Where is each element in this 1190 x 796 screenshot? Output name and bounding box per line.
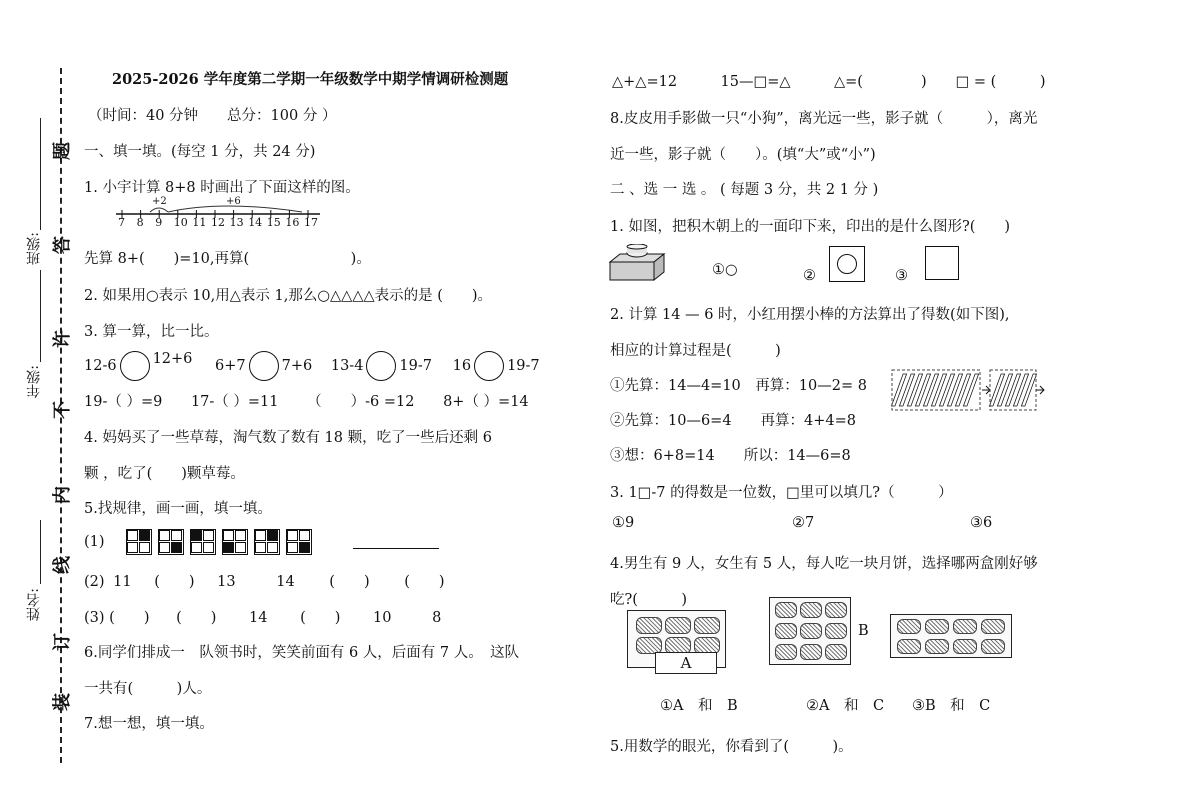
question-1-answer: 先算 8+( )=10,再算( )。	[84, 251, 371, 267]
section-2-title: 二 、选 一 选 。 ( 每题 3 分，共 2 1 分 )	[610, 182, 879, 198]
number-line-tick-label: 7	[118, 216, 125, 229]
pattern-label-1: (1)	[84, 534, 105, 550]
choice-4-line-2: 吃?( )	[610, 592, 688, 608]
question-2: 2. 如果用○表示 10,用△表示 1,那么○△△△△表示的是 ( )。	[84, 288, 493, 304]
mooncake	[800, 644, 822, 660]
mooncake	[953, 619, 977, 634]
compare-row-1	[84, 351, 540, 381]
choice-2-option-2[interactable]: ②先算：10—6=4 再算：4+4=8	[610, 413, 857, 429]
mooncake	[981, 639, 1005, 654]
seq3-label: (3)	[84, 610, 105, 626]
question-4-line-2: 颗 ，吃了( )颗草莓。	[84, 466, 245, 482]
seal-char-3: 许	[52, 330, 73, 348]
fill-item-3: （ ）-6 =12	[307, 394, 415, 410]
grade-field[interactable]	[40, 270, 41, 362]
fill-item-4: 8+（ ）=14	[443, 394, 529, 410]
compare-d-right: 19-7	[507, 358, 540, 374]
grade-label: 年级:	[26, 365, 42, 398]
compare-c-right: 19-7	[399, 358, 432, 374]
choice-3-option-3[interactable]: ③6	[970, 515, 993, 531]
seq2-label: (2)	[84, 574, 105, 590]
question-7: 7.想一想，填一填。	[84, 716, 214, 732]
mooncake	[825, 644, 847, 660]
number-line-tick-label: 12	[211, 216, 225, 229]
pattern-square	[286, 529, 312, 555]
mooncake	[636, 617, 662, 634]
choice-2-option-1[interactable]: ①先算：14—4=10 再算：10—2= 8	[610, 378, 867, 394]
question-1: 1. 小宇计算 8+8 时画出了下面这样的图。	[84, 180, 360, 196]
arc-label-plus-2: +2	[152, 196, 167, 207]
fill-item-2: 17-（ ）=11	[190, 394, 279, 410]
class-label: 班级:	[26, 232, 42, 265]
question-6-line-2: 一共有( )人。	[84, 681, 212, 697]
question-4-line-1: 4. 妈妈买了一些草莓，淘气数了数有 18 颗，吃了一些后还剩 6	[84, 430, 492, 446]
number-line-tick-label: 13	[229, 216, 244, 229]
choice-2-line-2: 相应的计算过程是( )	[610, 343, 781, 359]
choice-3-option-1[interactable]: ①9	[612, 515, 635, 531]
mooncake	[897, 639, 921, 654]
pattern-square	[126, 529, 152, 555]
choice-1-option-3[interactable]: ③	[895, 268, 908, 284]
choice-5: 5.用数学的眼光，你看到了( )。	[610, 739, 853, 755]
sequence-row-3	[84, 606, 441, 627]
pattern-square	[254, 529, 280, 555]
pattern-square	[158, 529, 184, 555]
number-line-tick-label: 9	[155, 216, 163, 229]
sticks-figure	[886, 366, 1046, 416]
compare-circle-c[interactable]	[366, 351, 396, 381]
name-label: 姓名:	[26, 588, 42, 621]
pattern-answer-blank[interactable]	[353, 548, 439, 549]
mooncake-box-b	[769, 597, 851, 665]
question-8-line-2: 近一些，影子就（ ）。(填“大”或“小”)	[610, 147, 876, 163]
seal-char-1: 题	[52, 142, 73, 160]
choice-2-option-3[interactable]: ③想：6+8=14 所以：14—6=8	[610, 448, 851, 464]
seq3-item-5: 10	[373, 610, 392, 626]
mooncake	[775, 602, 797, 618]
exam-meta: （时间：40 分钟 总分：100 分 ）	[88, 108, 337, 124]
compare-circle-a[interactable]	[120, 351, 150, 381]
seq2-item-4: 14	[276, 574, 295, 590]
number-line-tick-label: 17	[304, 216, 318, 229]
seq2-item-3: 13	[217, 574, 236, 590]
choice-3-option-2[interactable]: ②7	[792, 515, 815, 531]
choice-4-line-1: 4.男生有 9 人，女生有 5 人，每人吃一块月饼，选择哪两盒刚好够	[610, 556, 1038, 572]
seal-char-7: 订	[52, 633, 73, 651]
mooncake	[981, 619, 1005, 634]
mooncake	[953, 639, 977, 654]
choice-4-option-1[interactable]: ①A 和 B	[660, 698, 738, 714]
mooncake	[897, 619, 921, 634]
seq2-item-2: ( )	[154, 574, 195, 590]
fill-item-1: 19-（ ）=9	[84, 394, 163, 410]
choice-1-option-1[interactable]: ①○	[712, 262, 738, 278]
question-5: 5.找规律，画一画，填一填。	[84, 501, 272, 517]
arc-label-plus-6: +6	[226, 196, 241, 207]
mooncake	[825, 602, 847, 618]
box-b-label: B	[858, 623, 869, 639]
square-with-circle-figure	[829, 246, 865, 282]
number-line-tick-label: 15	[266, 216, 281, 229]
choice-4-option-2[interactable]: ②A 和 C	[806, 698, 885, 714]
compare-d-left: 16	[452, 358, 472, 374]
number-line-tick-label: 16	[285, 216, 300, 229]
choice-1-option-2[interactable]: ②	[803, 268, 816, 284]
compare-a-right: 12+6	[152, 351, 193, 367]
question-3: 3. 算一算，比一比。	[84, 324, 219, 340]
number-line-tick-label: 10	[173, 216, 188, 229]
seal-char-8: 装	[52, 693, 73, 711]
section-1-title: 一、填一填。(每空 1 分，共 24 分)	[84, 144, 316, 160]
seal-char-2: 答	[52, 236, 73, 254]
compare-c-left: 13-4	[330, 358, 364, 374]
mooncake	[825, 623, 847, 639]
compare-circle-d[interactable]	[474, 351, 504, 381]
choice-2-line-1: 2. 计算 14 — 6 时，小红用摆小棒的方法算出了得数(如下图),	[610, 307, 1010, 323]
mooncake	[694, 617, 720, 634]
mooncake	[925, 619, 949, 634]
mooncake	[665, 617, 691, 634]
mooncake-box-c	[890, 614, 1012, 658]
seq2-item-1: 11	[113, 574, 132, 590]
compare-a-left: 12-6	[84, 358, 117, 374]
seal-char-4: 不	[52, 401, 73, 419]
compare-b-left: 6+7	[215, 358, 246, 374]
mooncake	[775, 644, 797, 660]
mooncake	[800, 623, 822, 639]
compare-b-right: 7+6	[281, 358, 313, 374]
number-line-tick-label: 11	[192, 216, 207, 229]
choice-4-option-3[interactable]: ③B 和 C	[912, 698, 991, 714]
pattern-square	[190, 529, 216, 555]
name-field[interactable]	[40, 520, 41, 584]
mooncake	[800, 602, 822, 618]
mooncake	[925, 639, 949, 654]
seal-char-5: 内	[52, 486, 73, 504]
class-field[interactable]	[40, 118, 41, 230]
seq3-item-4: ( )	[300, 610, 341, 626]
seq3-item-3: 14	[249, 610, 268, 626]
sequence-row-2	[84, 570, 445, 591]
block-figure	[606, 244, 668, 284]
question-8-line-1: 8.皮皮用手影做一只“小狗”，离光远一些，影子就（ ），离光	[610, 111, 1038, 127]
square-figure	[925, 246, 959, 280]
question-6-line-1: 6.同学们排成一 队领书时，笑笑前面有 6 人，后面有 7 人。 这队	[84, 645, 519, 661]
seq3-item-6: 8	[432, 610, 442, 626]
mooncake	[775, 623, 797, 639]
seq2-item-5: ( )	[329, 574, 370, 590]
box-a-label: A	[655, 652, 717, 674]
seq3-item-1: ( )	[109, 610, 150, 626]
seal-char-6: 线	[52, 556, 73, 574]
seq3-item-2: ( )	[176, 610, 217, 626]
fill-row-1	[84, 390, 529, 411]
number-line-tick-label: 14	[248, 216, 263, 229]
compare-circle-b[interactable]	[249, 351, 279, 381]
question-7-equations: △+△=12 15—□=△ △=( ) □ = ( )	[612, 74, 1046, 90]
seq2-item-6: ( )	[404, 574, 445, 590]
choice-1: 1. 如图，把积木朝上的一面印下来，印出的是什么图形?( )	[610, 219, 1011, 235]
pattern-square	[222, 529, 248, 555]
number-line-tick-label: 8	[136, 216, 144, 229]
exam-title: 2025-2026 学年度第二学期一年级数学中期学情调研检测题	[112, 71, 509, 88]
choice-3: 3. 1□-7 的得数是一位数，□里可以填几?（ ）	[610, 485, 953, 501]
